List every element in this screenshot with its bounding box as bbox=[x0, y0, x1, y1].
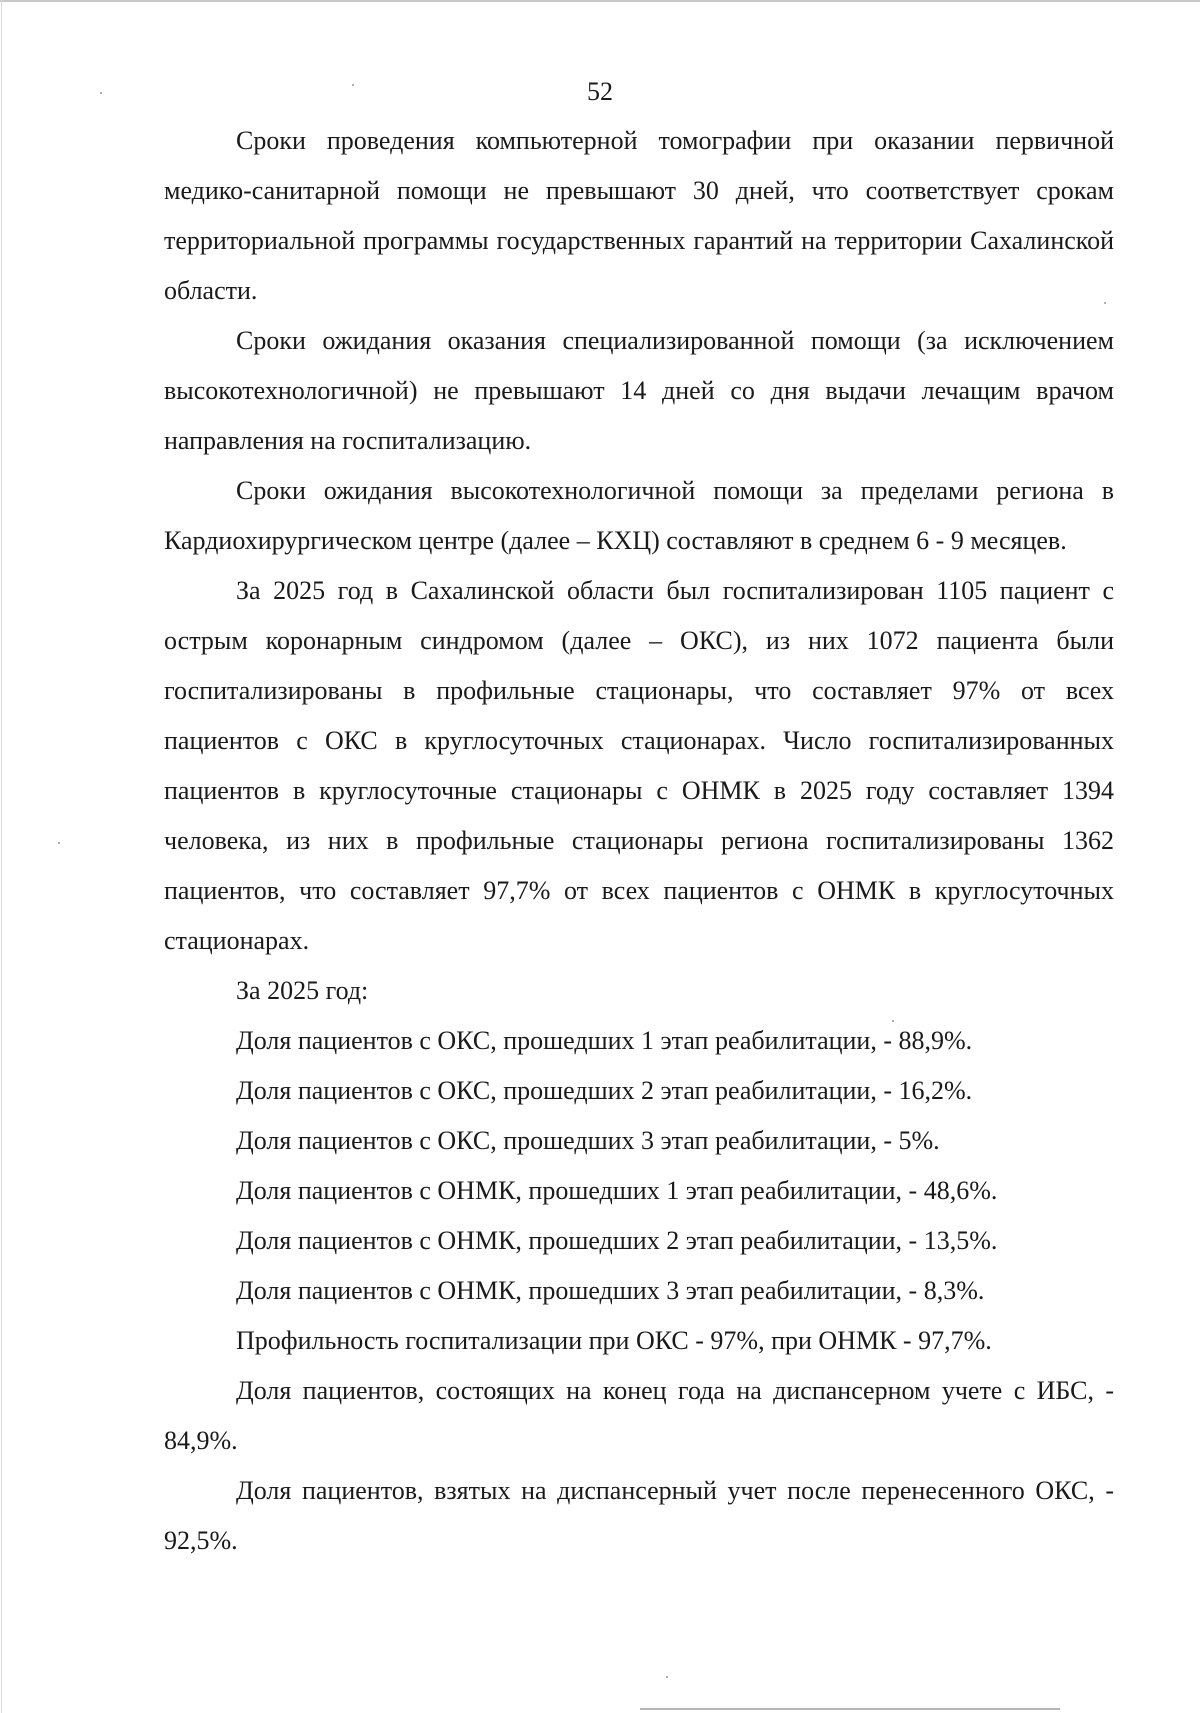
summary-item: Доля пациентов с ОНМК, прошедших 1 этап реабилитации, - 48,6%. bbox=[236, 1176, 998, 1205]
scan-speck bbox=[58, 842, 60, 844]
summary-item: Профильность госпитализации при ОКС - 97%, при ОНМК - 97,7%. bbox=[236, 1326, 992, 1355]
scan-edge-left bbox=[1, 0, 2, 1713]
summary-item: Доля пациентов с ОКС, прошедших 1 этап реабилитации, - 88,9%. bbox=[236, 1026, 973, 1055]
paragraph-hospitalization-stats: За 2025 год в Сахалинской области был госпитализирован 1105 пациент с острым коронарным синдромом (далее – ОКС), из них 1072 пациента были госпитализированы в профильные стационары, что составляет 97% от всех пациентов с ОКС в круглосуточных стационарах. Число госпитализированных пациентов в круглосуточные стационары с ОНМК в 2025 году составляет 1394 человека, из них в профильные стационары региона госпитализированы 1362 пациентов, что составляет 97,7% от всех пациентов с ОНМК в круглосуточных стационарах. bbox=[164, 576, 1114, 955]
page-number: 52 bbox=[587, 77, 613, 106]
summary-item: Доля пациентов с ОКС, прошедших 3 этап реабилитации, - 5%. bbox=[236, 1126, 940, 1155]
scan-speck bbox=[666, 1676, 668, 1678]
summary-item: Доля пациентов с ОНМК, прошедших 3 этап реабилитации, - 8,3%. bbox=[236, 1276, 985, 1305]
scan-edge-bottom bbox=[640, 1708, 1060, 1710]
scan-edge-top bbox=[0, 0, 1200, 2]
paragraph-ct-terms: Сроки проведения компьютерной томографии при оказании первичной медико-санитарной помощи не превышают 30 дней, что соответствует срокам территориальной программы государственных гарантий на территории Сахалинской области. bbox=[164, 126, 1114, 305]
paragraph-acs-dispensary: Доля пациентов, взятых на диспансерный учет после перенесенного ОКС, - 92,5%. bbox=[164, 1476, 1114, 1555]
paragraph-high-tech-care: Сроки ожидания высокотехнологичной помощи за пределами региона в Кардиохирургическом центре (далее – КХЦ) составляют в среднем 6 - 9 месяцев. bbox=[164, 476, 1114, 555]
paragraph-specialized-care: Сроки ожидания оказания специализированной помощи (за исключением высокотехнологичной) не превышают 14 дней со дня выдачи лечащим врачом направления на госпитализацию. bbox=[164, 326, 1114, 455]
summary-item: Доля пациентов с ОНМК, прошедших 2 этап реабилитации, - 13,5%. bbox=[236, 1226, 998, 1255]
document-body bbox=[164, 116, 1114, 1566]
summary-heading: За 2025 год: bbox=[236, 976, 369, 1005]
summary-item: Доля пациентов с ОКС, прошедших 2 этап реабилитации, - 16,2%. bbox=[236, 1076, 973, 1105]
paragraph-ihd-dispensary: Доля пациентов, состоящих на конец года на диспансерном учете с ИБС, - 84,9%. bbox=[164, 1376, 1114, 1455]
